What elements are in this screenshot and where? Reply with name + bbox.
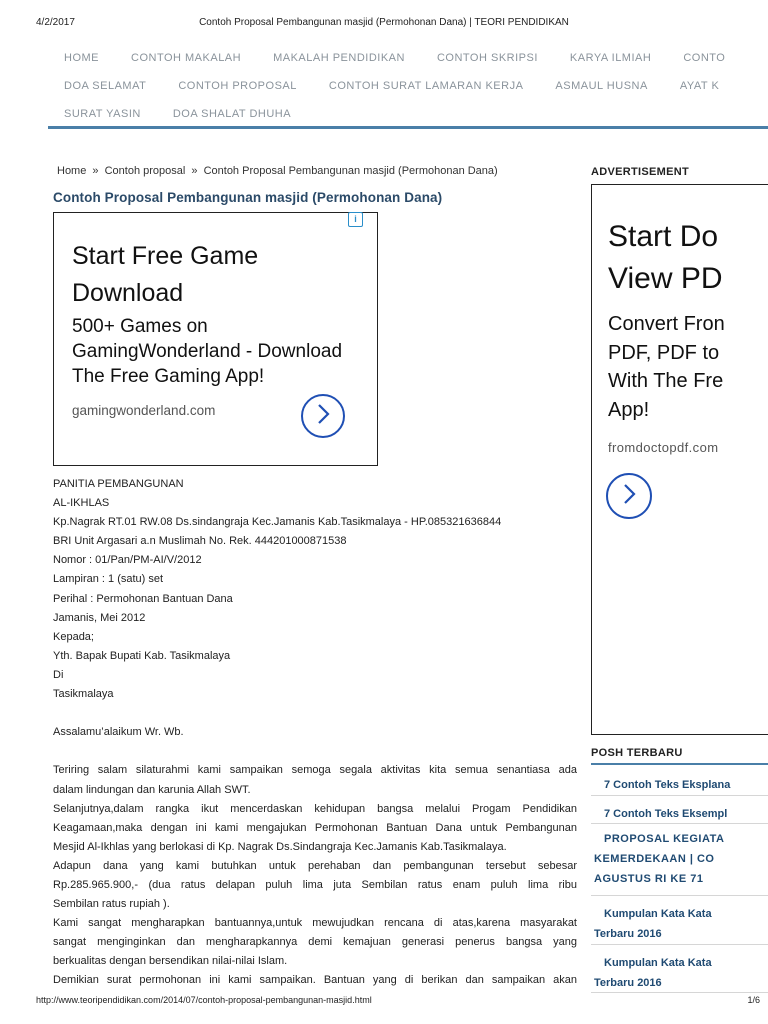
nav-item-contoh-truncated[interactable]: CONTO (683, 52, 726, 64)
print-footer (0, 993, 768, 1013)
sidebar-heading-rule (591, 763, 768, 765)
letter-paragraph: Kami sangat mengharapkan bantuannya,untuk mewujudkan rencana di atas,karena masyarakat sangat menginginkan dan mengharapkannya demi kemajuan generasi penerus bangsa yang berkualitas dengan bersendikan nilai-nilai Islam. (53, 917, 577, 968)
ad-cta-button[interactable] (301, 394, 345, 438)
nav-item-surat-yasin[interactable]: SURAT YASIN (64, 108, 141, 120)
letter-greeting: Assalamu’alaikum Wr. Wb. (53, 726, 184, 739)
print-page-title: Contoh Proposal Pembangunan masjid (Permohonan Dana) | TEORI PENDIDIKAN (199, 17, 569, 28)
letter-header-line: Perihal : Permohonan Bantuan Dana (53, 592, 233, 605)
print-url: http://www.teoripendidikan.com/2014/07/contoh-proposal-pembangunan-masjid.html (36, 995, 372, 1005)
letter-header-line: BRI Unit Argasari a.n Muslimah No. Rek. 444201000871538 (53, 535, 347, 548)
breadcrumb-separator: » (191, 165, 198, 177)
info-icon[interactable]: i (348, 212, 363, 227)
letter-header-line: Kepada; (53, 630, 94, 643)
breadcrumb-category-link[interactable]: Contoh proposal (104, 165, 186, 177)
ad-headline: Start Free Game Download (72, 242, 259, 307)
main-navigation (38, 36, 768, 130)
breadcrumb-separator: » (92, 165, 99, 177)
breadcrumb-current: Contoh Proposal Pembangunan masjid (Permohonan Dana) (203, 165, 498, 177)
sidebar-ad-description: Convert Fron PDF, PDF to With The Fre App! (608, 313, 725, 421)
chevron-right-icon (315, 403, 331, 430)
letter-header-line: Lampiran : 1 (satu) set (53, 573, 164, 586)
nav-item-contoh-surat-lamaran-kerja[interactable]: CONTOH SURAT LAMARAN KERJA (328, 80, 524, 92)
recent-post-link[interactable]: Kumpulan Kata Kata Terbaru 2016 (591, 945, 768, 993)
sidebar-ad-headline: Start Do View PD (608, 220, 723, 295)
nav-item-ayat-truncated[interactable]: AYAT K (679, 80, 720, 92)
chevron-right-icon (621, 483, 637, 510)
ad-domain: gamingwonderland.com (72, 403, 216, 418)
recent-posts-list (591, 766, 768, 993)
sidebar-ad-cta-button[interactable] (606, 473, 652, 519)
letter-header-line: Yth. Bapak Bupati Kab. Tasikmalaya (53, 649, 231, 662)
sidebar-ad-domain: fromdoctopdf.com (608, 440, 719, 455)
print-header (0, 0, 768, 36)
ad-banner[interactable] (53, 212, 378, 466)
nav-row-3 (38, 100, 297, 128)
recent-post-link[interactable]: 7 Contoh Teks Eksplana (591, 766, 768, 796)
letter-header-line: Di (53, 668, 64, 681)
letter-header-line: AL-IKHLAS (53, 497, 110, 510)
letter-header-line: Nomor : 01/Pan/PM-AI/V/2012 (53, 554, 202, 567)
recent-post-link[interactable]: PROPOSAL KEGIATA KEMERDEKAAN | CO AGUSTUS RI KE 71 (591, 824, 768, 896)
nav-item-home[interactable]: HOME (64, 52, 99, 64)
print-date: 4/2/2017 (36, 17, 75, 28)
letter-paragraph: Adapun dana yang kami butuhkan untuk perehaban dan pembangunan tersebut sebesar Rp.285.965.900,- (dua ratus delapan puluh lima juta Sembilan ratus enam puluh lima ribu Sembilan ratus rupiah ). (53, 859, 577, 911)
nav-item-doa-selamat[interactable]: DOA SELAMAT (64, 80, 147, 92)
letter-header-line: Tasikmalaya (53, 688, 114, 701)
nav-item-contoh-proposal[interactable]: CONTOH PROPOSAL (178, 80, 297, 92)
nav-item-makalah-pendidikan[interactable]: MAKALAH PENDIDIKAN (273, 52, 405, 64)
letter-paragraph: Teriring salam silaturahmi kami sampaikan semoga segala aktivitas kita semua senantiasa ada dalam lindungan dan karunia Allah SWT. (53, 764, 577, 796)
sidebar-recent-posts-heading: POSH TERBARU (591, 747, 683, 759)
letter-paragraph: Demikian surat permohonan ini kami sampaikan. Bantuan yang di berikan dan sampaikan akan (53, 974, 577, 987)
recent-post-link[interactable]: 7 Contoh Teks Eksempl (591, 796, 768, 824)
article-title: Contoh Proposal Pembangunan masjid (Permohonan Dana) (53, 190, 443, 205)
article-body (53, 475, 577, 991)
nav-item-asmaul-husna[interactable]: ASMAUL HUSNA (555, 80, 648, 92)
letter-paragraph: Selanjutnya,dalam rangka ikut mencerdaskan kehidupan bangsa melalui Progam Pendidikan Keagamaan,maka dengan ini kami mengajukan Permohonan Bantuan Dana untuk Pembangunan Mesjid Al-Ikhlas yang berlokasi di Kp. Nagrak Ds.Sindangraja Kec.Jamanis Kab.Tasikmalaya. (53, 802, 577, 853)
sidebar-advertisement-heading: ADVERTISEMENT (591, 166, 690, 178)
nav-row-2 (38, 72, 725, 100)
print-page-number: 1/6 (747, 995, 760, 1005)
letter-header-line: Jamanis, Mei 2012 (53, 611, 146, 624)
letter-header-line: PANITIA PEMBANGUNAN (53, 478, 184, 490)
nav-item-contoh-skripsi[interactable]: CONTOH SKRIPSI (436, 52, 538, 64)
breadcrumb (57, 165, 501, 177)
nav-divider (48, 126, 768, 129)
letter-header-line: Kp.Nagrak RT.01 RW.08 Ds.sindangraja Kec.Jamanis Kab.Tasikmalaya - HP.085321636844 (53, 516, 502, 529)
recent-post-link[interactable]: Kumpulan Kata Kata Terbaru 2016 (591, 896, 768, 945)
nav-item-karya-ilmiah[interactable]: KARYA ILMIAH (569, 52, 652, 64)
nav-row-1 (38, 44, 731, 72)
nav-item-doa-shalat-dhuha[interactable]: DOA SHALAT DHUHA (172, 108, 292, 120)
nav-item-contoh-makalah[interactable]: CONTOH MAKALAH (131, 52, 242, 64)
ad-description: 500+ Games on GamingWonderland - Download The Free Gaming App! (72, 316, 343, 387)
sidebar-ad[interactable] (591, 184, 768, 735)
breadcrumb-home-link[interactable]: Home (57, 165, 87, 177)
